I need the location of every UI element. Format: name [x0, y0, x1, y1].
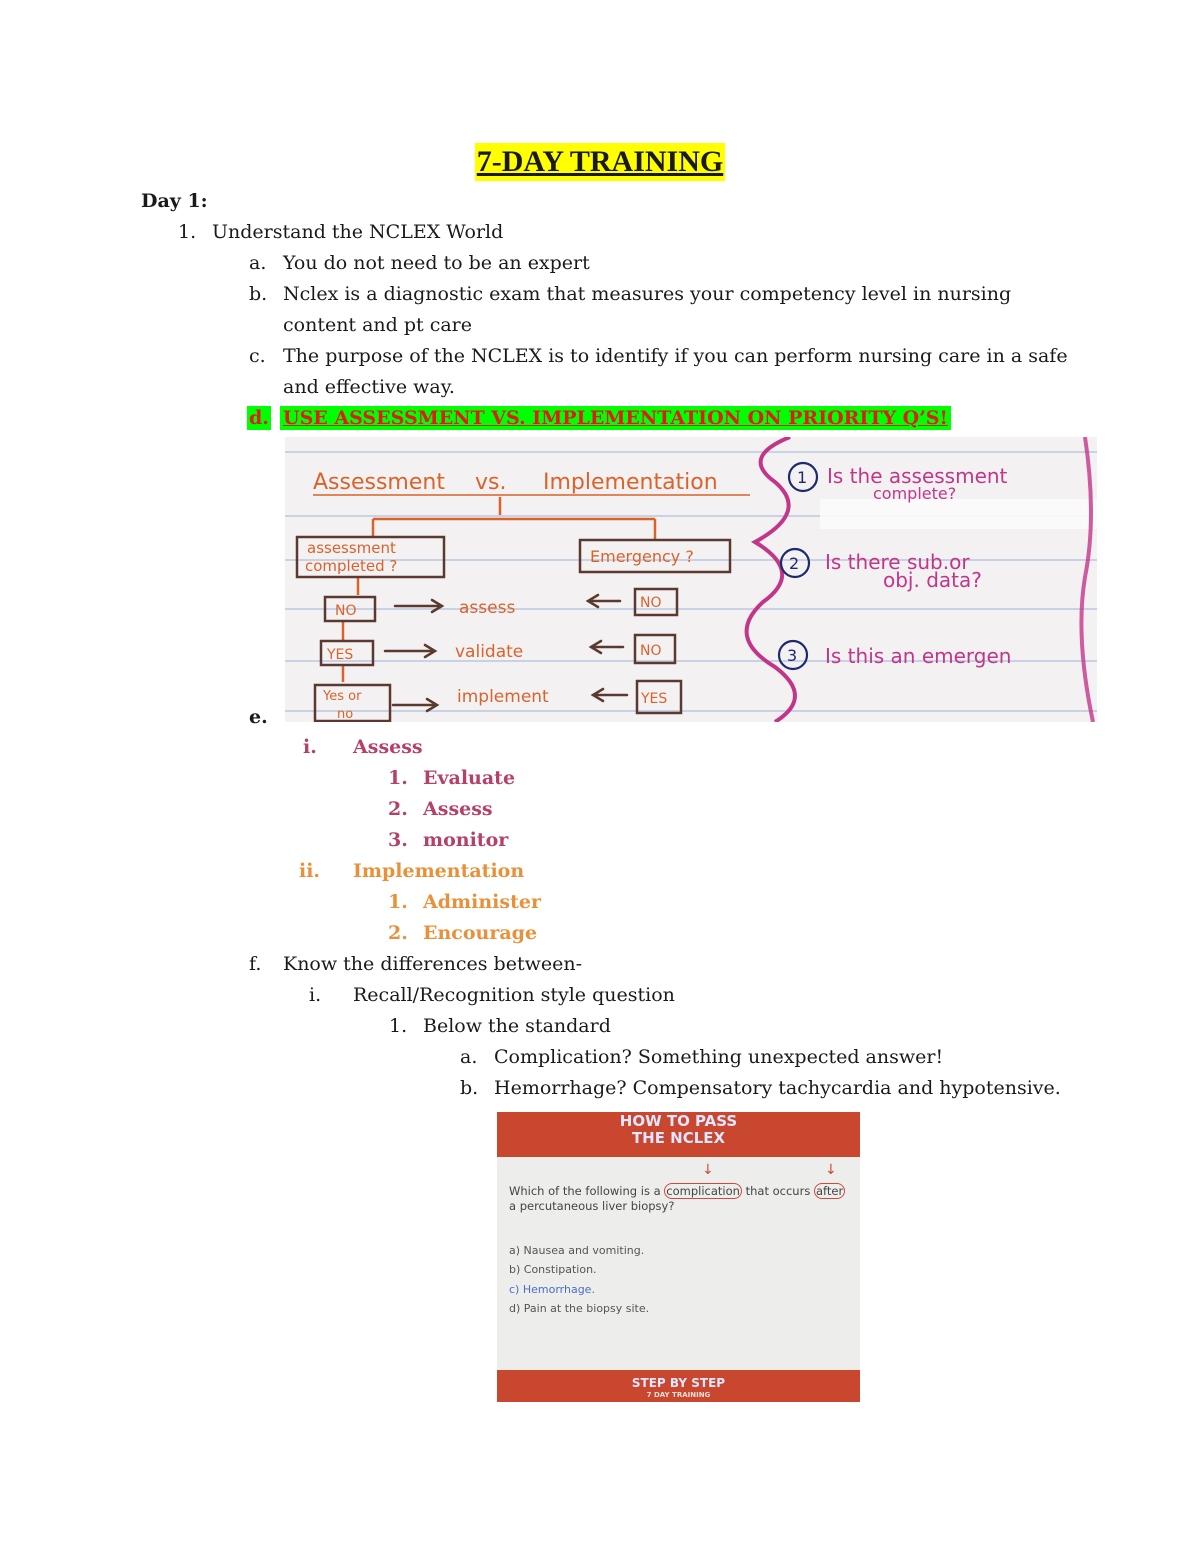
assessment-vs-implementation-diagram	[285, 437, 1097, 722]
screenshot-brand-line1: HOW TO PASS	[619, 1112, 738, 1130]
page-title: 7-DAY TRAINING	[475, 143, 725, 181]
list-item-text: Nclex is a diagnostic exam that measures your competency level in nursing	[283, 283, 1012, 305]
row1-mid: assess	[459, 598, 516, 618]
list-marker: b.	[460, 1077, 479, 1099]
q3-number: 3	[787, 646, 798, 665]
priority-callout: USE ASSESSMENT VS. IMPLEMENTATION ON PRIORITY Q’S!	[280, 406, 951, 430]
option-c: c) Hemorrhage.	[509, 1283, 595, 1296]
box-assessment-line1: assessment	[307, 539, 396, 557]
list-marker: 3.	[388, 829, 408, 851]
list-item-implementation: Implementation	[353, 860, 525, 882]
row2-left: YES	[327, 647, 354, 663]
q1-number: 1	[797, 468, 808, 487]
list-marker: 1.	[388, 891, 408, 913]
day-heading: Day 1:	[141, 190, 208, 212]
list-marker: e.	[249, 706, 268, 728]
list-marker: 1.	[388, 767, 408, 789]
row2-mid: validate	[455, 642, 524, 662]
question-middle: that occurs	[741, 1184, 814, 1198]
diagram-heading-right: Implementation	[543, 470, 718, 495]
list-item-assess-sub: Assess	[423, 798, 493, 820]
row1-left: NO	[335, 603, 357, 619]
question-keyword-complication: complication	[666, 1184, 740, 1198]
q1-text-line1: Is the assessment	[827, 464, 1008, 488]
list-marker-priority: d.	[249, 407, 269, 429]
down-arrow-icon: ↓	[825, 1162, 837, 1178]
list-item-administer: Administer	[423, 891, 541, 913]
question-line2: a percutaneous liver biopsy?	[509, 1199, 675, 1213]
row3-mid: implement	[457, 687, 549, 707]
list-item-monitor: monitor	[423, 829, 509, 851]
diagram-heading-left: Assessment	[313, 470, 445, 495]
diagram-svg	[285, 437, 1097, 722]
list-item-text: Hemorrhage? Compensatory tachycardia and hypotensive.	[494, 1077, 1061, 1099]
screenshot-footer-line1: STEP BY STEP	[631, 1376, 726, 1390]
list-item-text-cont: content and pt care	[283, 314, 473, 336]
diagram-heading-vs: vs.	[475, 470, 507, 495]
screenshot-footer-line2: 7 DAY TRAINING	[646, 1391, 711, 1399]
list-marker: a.	[249, 252, 267, 274]
box-assessment-line2: completed ?	[305, 557, 398, 575]
row3-left-line2: no	[337, 707, 354, 722]
list-marker: ii.	[299, 860, 321, 882]
q2-text-line2: obj. data?	[883, 568, 982, 592]
row2-right: NO	[640, 643, 662, 659]
list-item-evaluate: Evaluate	[423, 767, 516, 789]
question-keyword-after: after	[815, 1184, 844, 1198]
q3-text: Is this an emergen	[825, 644, 1012, 668]
list-item-text: Understand the NCLEX World	[212, 221, 504, 243]
list-marker: b.	[249, 283, 268, 305]
title-wrap	[0, 143, 1200, 181]
nclex-question-screenshot	[497, 1112, 860, 1402]
box-emergency: Emergency ?	[590, 547, 694, 566]
option-d: d) Pain at the biopsy site.	[509, 1302, 650, 1315]
screenshot-question	[509, 1184, 854, 1214]
row3-left-line1: Yes or	[323, 689, 362, 704]
list-item-text: Below the standard	[423, 1015, 611, 1037]
list-item-text: You do not need to be an expert	[283, 252, 590, 274]
list-marker: 2.	[388, 922, 408, 944]
list-item-text: Know the differences between-	[283, 953, 582, 975]
q2-number: 2	[789, 554, 800, 573]
list-item-assess: Assess	[353, 736, 423, 758]
option-a: a) Nausea and vomiting.	[509, 1244, 645, 1257]
screenshot-brand-line2: THE NCLEX	[631, 1129, 726, 1147]
list-marker: i.	[309, 984, 322, 1006]
list-marker: f.	[249, 953, 262, 975]
list-item-text: Complication? Something unexpected answer!	[494, 1046, 944, 1068]
list-item-text: The purpose of the NCLEX is to identify if you can perform nursing care in a safe	[283, 345, 1068, 367]
list-item-text-cont: and effective way.	[283, 376, 455, 398]
list-item-text: Recall/Recognition style question	[353, 984, 675, 1006]
list-marker: 2.	[388, 798, 408, 820]
list-marker: c.	[249, 345, 266, 367]
question-prefix: Which of the following is a	[509, 1184, 665, 1198]
list-marker: 1.	[178, 221, 197, 243]
list-marker: 1.	[389, 1015, 408, 1037]
down-arrow-icon: ↓	[702, 1162, 714, 1178]
q2-text-line1: Is there sub.or	[825, 550, 970, 574]
list-marker: a.	[460, 1046, 478, 1068]
row3-right: YES	[641, 691, 668, 707]
list-marker: i.	[303, 736, 317, 758]
option-b: b) Constipation.	[509, 1263, 597, 1276]
q1-text-line2: complete?	[873, 484, 957, 503]
row1-right: NO	[640, 595, 662, 611]
list-item-encourage: Encourage	[423, 922, 538, 944]
